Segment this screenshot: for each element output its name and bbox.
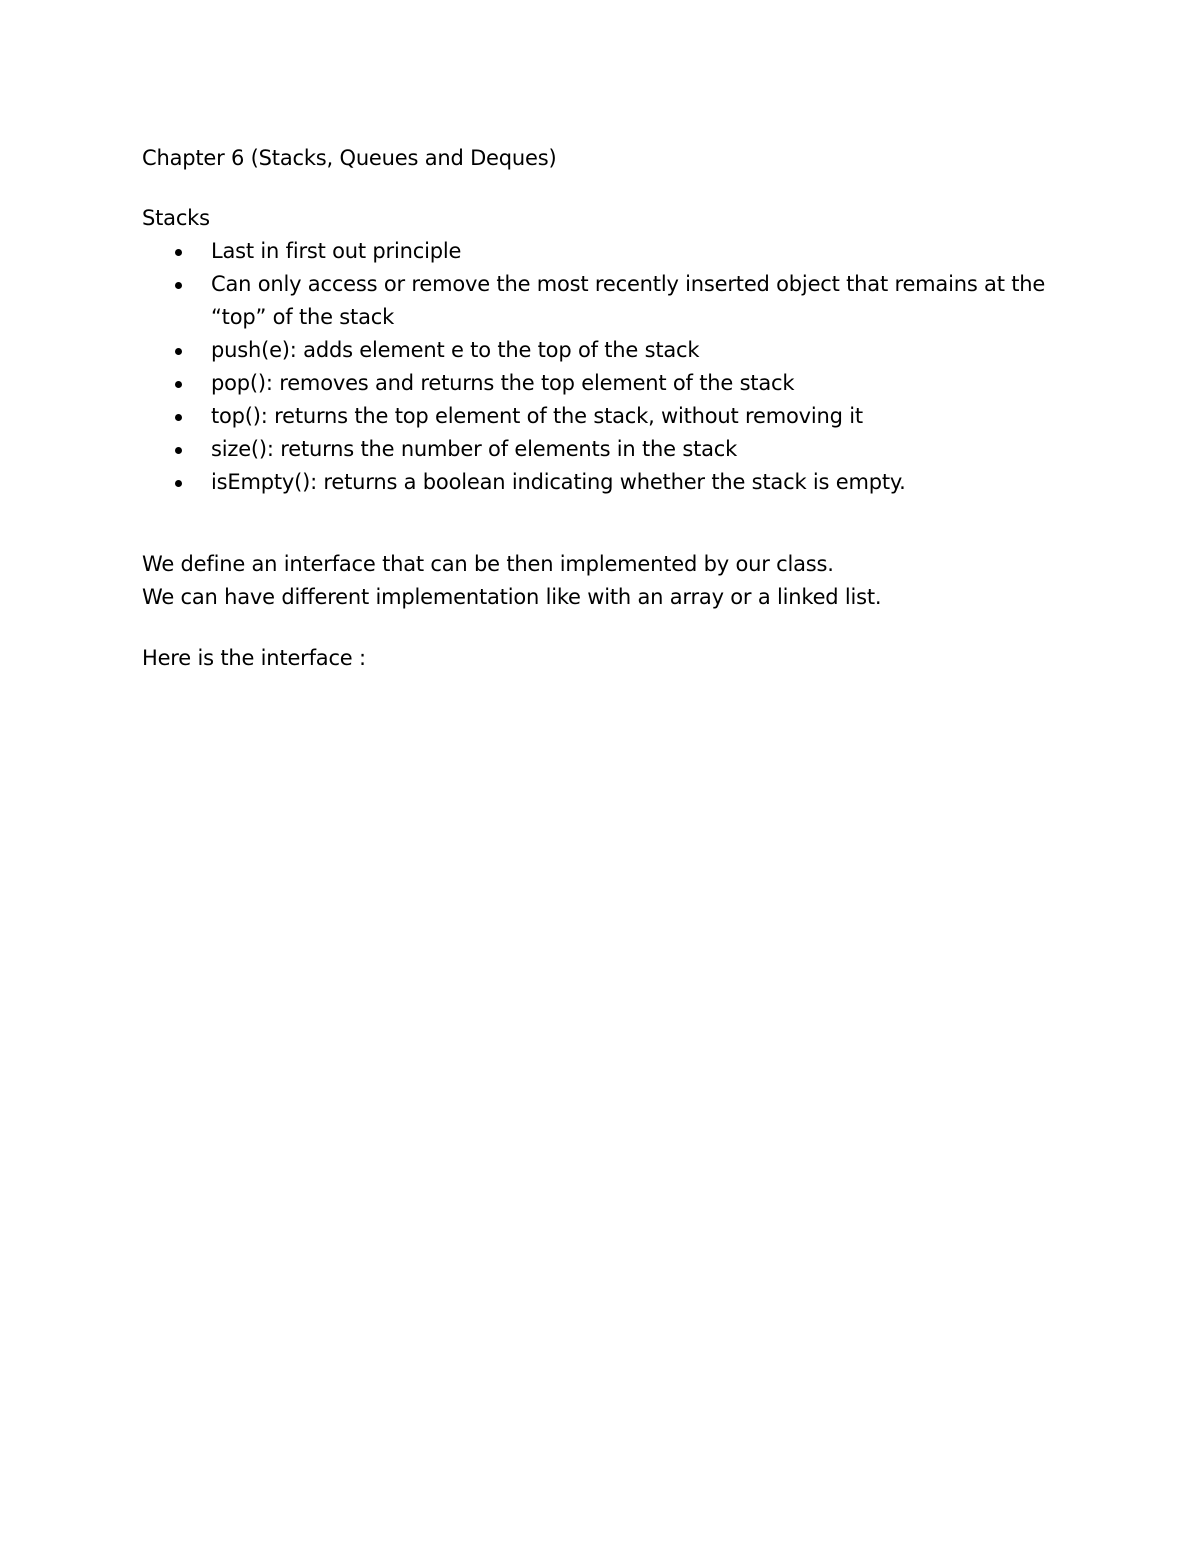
list-item-text: top(): returns the top element of the stack, without removing it: [211, 404, 863, 428]
chapter-title: Chapter 6 (Stacks, Queues and Deques): [142, 146, 557, 170]
bullet-icon: [175, 282, 182, 289]
list-item-text: Last in first out principle: [211, 239, 462, 263]
bullet-icon: [175, 348, 182, 355]
list-item-text: Can only access or remove the most recently inserted object that remains at the “top” of the stack: [211, 272, 1046, 329]
list-item: [142, 466, 1102, 499]
stack-bullet-list: [142, 235, 1102, 499]
list-item: [142, 367, 1102, 400]
list-item: [142, 268, 1102, 334]
bullet-icon: [175, 447, 182, 454]
list-item: [142, 334, 1102, 367]
bullet-icon: [175, 381, 182, 388]
list-item: [142, 400, 1102, 433]
section-heading-stacks: Stacks: [142, 206, 210, 230]
bullet-icon: [175, 414, 182, 421]
list-item-text: pop(): removes and returns the top element of the stack: [211, 371, 795, 395]
paragraph-interface-intro: Here is the interface :: [142, 646, 366, 670]
list-item: [142, 433, 1102, 466]
list-item-text: isEmpty(): returns a boolean indicating whether the stack is empty.: [211, 470, 906, 494]
list-item-text: push(e): adds element e to the top of the stack: [211, 338, 700, 362]
paragraph-interface-definition: We define an interface that can be then implemented by our class.: [142, 552, 834, 576]
paragraph-implementations: We can have different implementation like with an array or a linked list.: [142, 585, 882, 609]
bullet-icon: [175, 249, 182, 256]
bullet-icon: [175, 480, 182, 487]
list-item-text: size(): returns the number of elements in the stack: [211, 437, 738, 461]
list-item: [142, 235, 1102, 268]
